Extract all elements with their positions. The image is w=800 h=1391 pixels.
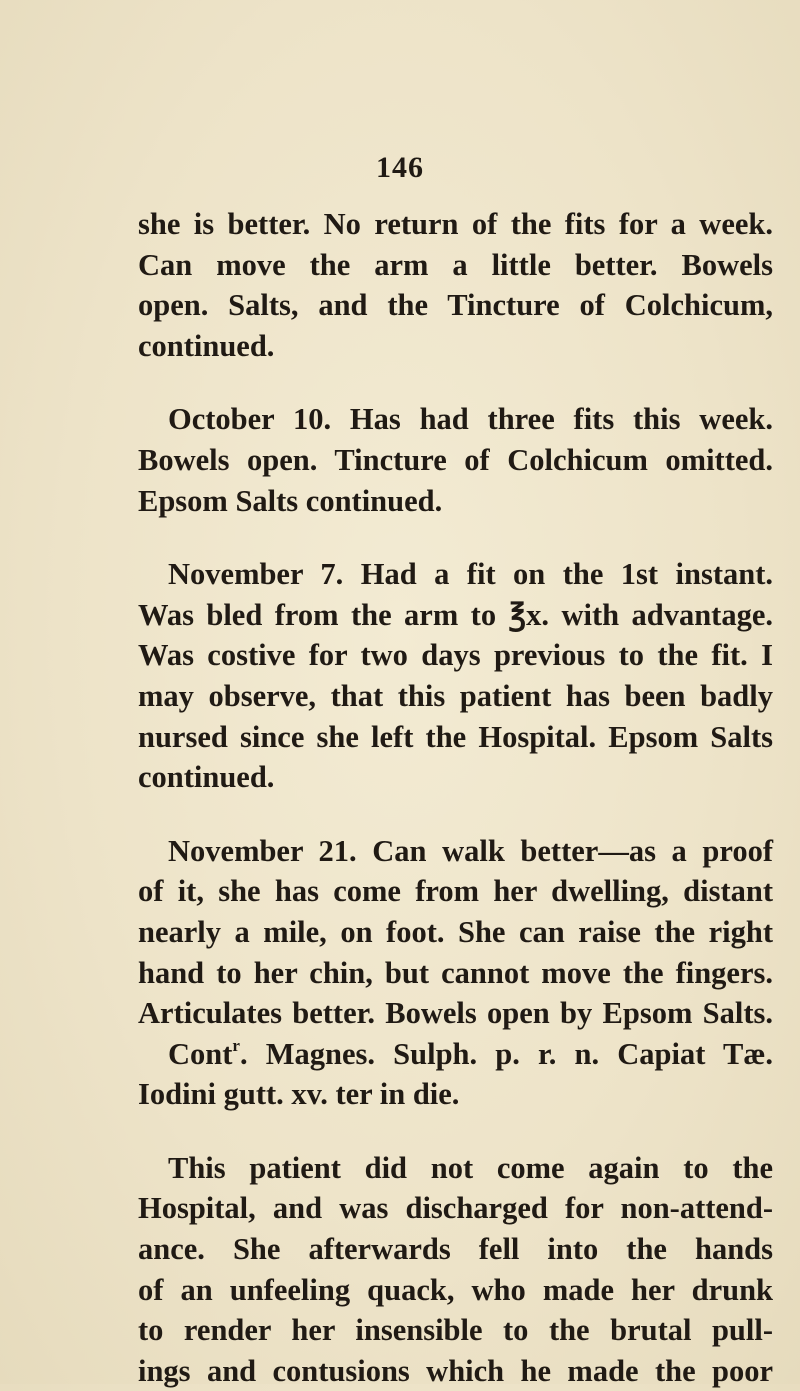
text-line: open. Salts, and the Tincture of Colchicum, <box>138 288 773 323</box>
text-line: continued. <box>138 328 275 363</box>
abbreviation: Cont <box>168 1036 233 1071</box>
text-line: Epsom Salts continued. <box>138 483 443 518</box>
text-line: nursed since she left the Hospital. Epsom Salts <box>138 719 773 754</box>
text-line: October 10. Has had three fits this week. <box>168 402 773 437</box>
text-line: November 21. Can walk better—as a proof <box>168 833 773 868</box>
text-line: continued. <box>138 760 275 795</box>
text-line: nearly a mile, on foot. She can raise the right <box>138 914 773 949</box>
text-line: may observe, that this patient has been badly <box>138 678 773 713</box>
text-line: Bowels open. Tincture of Colchicum omitted. <box>138 442 773 477</box>
text-line: ance. She afterwards fell into the hands <box>138 1232 773 1267</box>
text-line: Articulates better. Bowels open by Epsom Salts. <box>138 996 773 1031</box>
text-line: November 7. Had a fit on the 1st instant. <box>168 557 773 592</box>
paragraph-1 <box>138 204 773 366</box>
text-line: Was costive for two days previous to the fit. I <box>138 638 773 673</box>
paragraph-october-10 <box>138 399 773 521</box>
text-line: Iodini gutt. xv. ter in die. <box>138 1077 460 1112</box>
prescription-text: . Magnes. Sulph. p. r. n. Capiat Tæ. <box>239 1036 773 1071</box>
page-body <box>138 204 773 1391</box>
text-line: Hospital, and was discharged for non-attend- <box>138 1191 773 1226</box>
prescription-line <box>138 1034 773 1075</box>
paragraph-november-21 <box>138 831 773 1115</box>
text-line: she is better. No return of the fits for a week. <box>138 207 773 241</box>
text-line: of an unfeeling quack, who made her drunk <box>138 1272 773 1307</box>
text-line: Was bled from the arm to ℥x. with advantage. <box>138 597 773 632</box>
text-line: ings and contusions which he made the poor <box>138 1353 773 1388</box>
text-line: of it, she has come from her dwelling, distant <box>138 874 773 909</box>
text-line: This patient did not come again to the <box>168 1150 773 1185</box>
text-line: to render her insensible to the brutal pull- <box>138 1313 773 1348</box>
page-number: 146 <box>376 151 424 184</box>
abbreviation-superscript: r <box>232 1035 240 1055</box>
paragraph-discharge <box>138 1148 773 1391</box>
text-line: Can move the arm a little better. Bowels <box>138 247 773 282</box>
paragraph-november-7 <box>138 554 773 798</box>
text-line: hand to her chin, but cannot move the fingers. <box>138 955 773 990</box>
